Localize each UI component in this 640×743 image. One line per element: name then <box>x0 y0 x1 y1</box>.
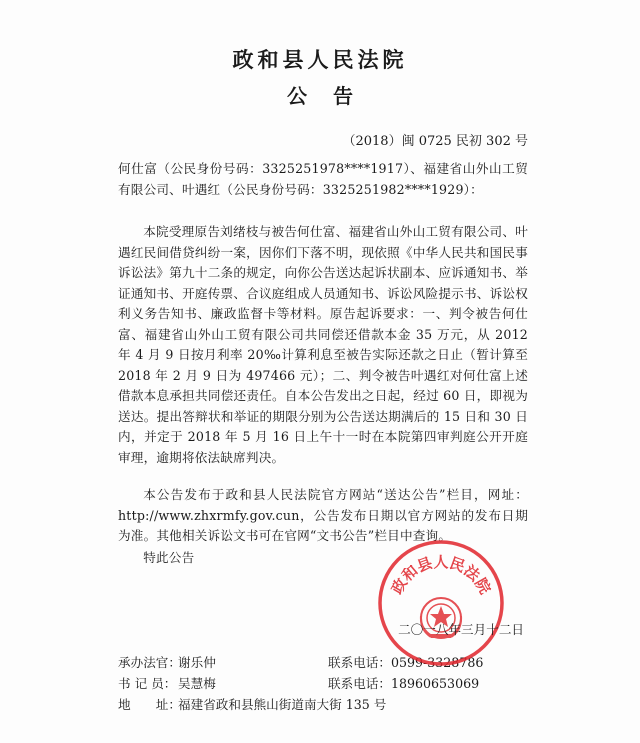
address-label: 地 址： <box>118 697 181 712</box>
publish-text: 本公告发布于政和县人民法院官方网站“送达公告”栏目，网址：http://www.zhxrmfy.gov.cun，公告发布日期以官方网站的发布日期为准。其他相关诉讼文书可在官网“文书公告”栏目中查询。 <box>118 487 528 543</box>
notice-title: 公告 <box>287 84 379 108</box>
court-name: 政和县人民法院 <box>232 47 408 72</box>
clerk-label: 书 记 员： <box>118 676 177 691</box>
phone-row-2 <box>328 673 479 694</box>
address-row <box>118 694 386 715</box>
phone-1: 0599-3328786 <box>390 655 484 670</box>
clerk-row <box>118 673 216 694</box>
seal-stamp-icon <box>376 538 506 668</box>
seal-text: 政和县人民法院 <box>387 553 495 598</box>
clerk-name: 吴慧梅 <box>178 676 216 691</box>
closing-text: 特此公告 <box>143 550 195 565</box>
judge-label: 承办法官： <box>118 655 181 670</box>
phone-2: 18960653069 <box>390 676 480 691</box>
address: 福建省政和县熊山街道南大街 135 号 <box>178 697 387 712</box>
case-number: （2018）闽 0725 民初 302 号 <box>342 134 528 149</box>
main-text: 本院受理原告刘绪枝与被告何仕富、福建省山外山工贸有限公司、叶遇红民间借贷纠纷一案，因你们下落不明，现依照《中华人民共和国民事诉讼法》第九十二条的规定，向你公告送达起诉状副本、应诉通知书、举证通知书、开庭传票、合议庭组成人员通知书、诉讼风险提示书、诉讼权利义务告知书、廉政监督卡等材料。原告起诉要求：一、判令被告何仕富、福建省山外山工贸有限公司共同偿还借款本金 35 万元，从 2012 年 4 月 9 日按月利率 20‰计算利息至被告实际还款之日止（暂计算至 2018 年 2 月 9 日为 497466 元）；二、判令被告叶遇红对何仕富上述借款本息承担共同偿还责任。自本公告发出之日起，经过 60 日，即视为送达。提出答辩状和举证的期限分别为公告送达期满后的 15 日和 30 日内，并定于 2018 年 5 月 16 日上午十一时在本院第四审判庭公开开庭审理，逾期将依法缺席判决。 <box>118 224 528 465</box>
main-paragraph <box>118 222 528 468</box>
parties-paragraph <box>118 159 528 200</box>
judge-row <box>118 652 216 673</box>
phone-label-2: 联系电话： <box>328 676 391 691</box>
court-seal <box>376 538 506 668</box>
phone-label-1: 联系电话： <box>328 655 391 670</box>
svg-text:政和县人民法院 <box>388 553 494 597</box>
judge-name: 谢乐仲 <box>178 655 216 670</box>
parties-text: 何仕富（公民身份号码：3325251978****1917）、福建省山外山工贸有限公司、叶遇红（公民身份号码：3325251982****1929）： <box>118 161 528 197</box>
signature-date: 二〇一八年三月十二日 <box>398 622 524 637</box>
